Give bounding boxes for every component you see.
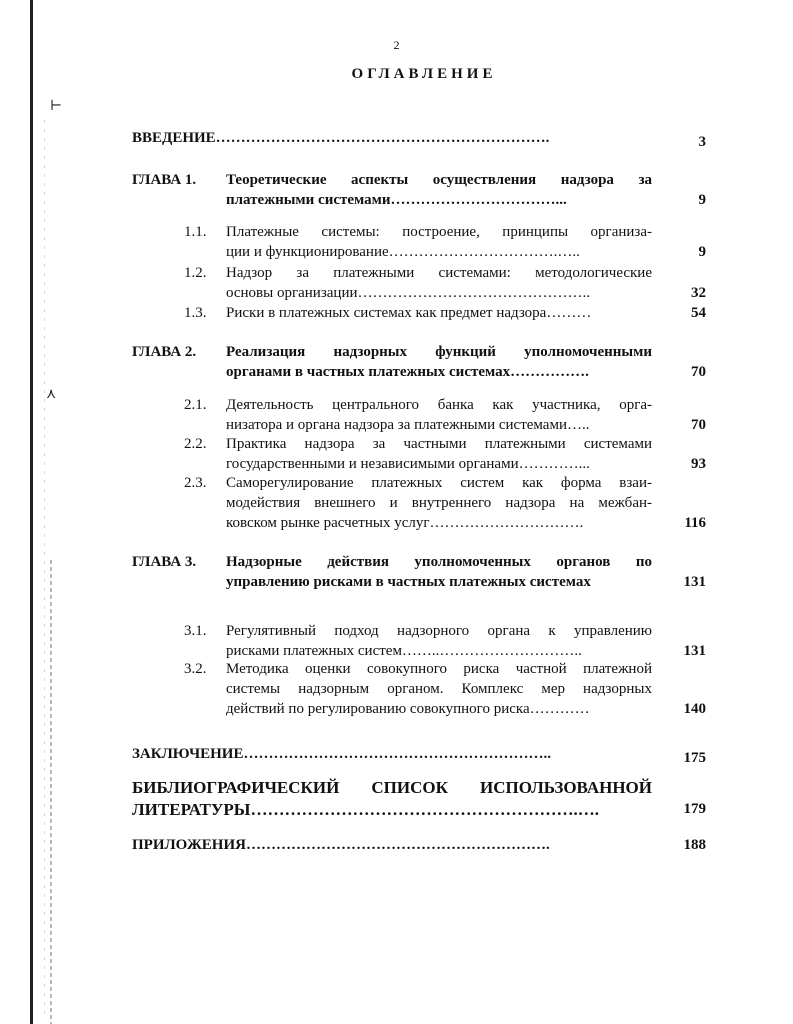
toc-section-2-1 [132, 395, 706, 435]
toc-page-number: 175 [683, 750, 706, 766]
toc-line: Саморегулирование платежных систем как форма взаи- [226, 475, 652, 491]
toc-line: Реализация надзорных функций уполномоченными [226, 344, 652, 360]
toc-entry-intro [132, 128, 706, 148]
toc-page-number: 32 [691, 285, 706, 301]
toc-chapter-title [226, 342, 652, 382]
toc-section-number: 1.3. [184, 305, 207, 321]
toc-line: Регулятивный подход надзорного органа к управлению [226, 623, 652, 639]
toc-section-title [226, 263, 652, 303]
toc-section-number: 2.3. [184, 475, 207, 491]
toc-page-number: 131 [683, 643, 706, 659]
page-title: ОГЛАВЛЕНИЕ [351, 66, 497, 82]
toc-line: БИБЛИОГРАФИЧЕСКИЙ СПИСОК ИСПОЛЬЗОВАННОЙ [132, 778, 652, 797]
toc-page-number: 116 [684, 515, 706, 531]
toc-page-number: 131 [683, 574, 706, 590]
toc-section-title [226, 434, 652, 474]
toc-page-number: 3 [698, 134, 706, 150]
toc-line: государственными и независимыми органами…………... [226, 456, 590, 472]
toc-entry-text [132, 777, 652, 821]
page-number: 2 [393, 38, 400, 52]
toc-line: Платежные системы: построение, принципы организа- [226, 224, 652, 240]
toc-chapter-label: ГЛАВА 3. [132, 554, 197, 570]
toc-entry-text: ЗАКЛЮЧЕНИЕ…………………………………………………….. [132, 746, 551, 762]
toc-page-number: 179 [683, 801, 706, 817]
toc-page-number: 54 [691, 305, 706, 321]
toc-line: действий по регулированию совокупного риска………… [226, 701, 590, 717]
toc-entry-conclusion [132, 744, 706, 764]
toc-section-number: 1.1. [184, 224, 207, 240]
toc-section-3-2 [132, 659, 706, 719]
toc-section-2-3 [132, 473, 706, 533]
toc-page-number: 9 [698, 244, 706, 260]
toc-section-1-3 [132, 303, 706, 323]
toc-line: системы надзорным органом. Комплекс мер надзорных [226, 681, 652, 697]
toc-chapter-1 [132, 170, 706, 210]
toc-line: платежными системами……………………………... [226, 192, 567, 208]
toc-chapter-label: ГЛАВА 1. [132, 172, 197, 188]
toc-section-title [226, 222, 652, 262]
toc-section-number: 3.1. [184, 623, 207, 639]
toc-page-number: 188 [683, 837, 706, 853]
toc-section-title [226, 395, 652, 435]
toc-line: модействия внешнего и внутреннего надзора на межбан- [226, 495, 652, 511]
toc-chapter-label: ГЛАВА 2. [132, 344, 197, 360]
toc-section-number: 2.1. [184, 397, 207, 413]
toc-chapter-3 [132, 552, 706, 592]
toc-section-number: 1.2. [184, 265, 207, 281]
toc-line: Практика надзора за частными платежными системами [226, 436, 652, 452]
toc-line: Теоретические аспекты осуществления надзора за [226, 172, 652, 188]
toc-section-3-1 [132, 621, 706, 661]
toc-entry-text: ПРИЛОЖЕНИЯ……………………………………………………. [132, 837, 550, 853]
toc-page-number: 70 [691, 364, 706, 380]
binding-hole-mark-icon: ⊢ [50, 99, 63, 114]
toc-section-title [226, 621, 652, 661]
toc-line: ции и функционирование…………………………….….. [226, 244, 580, 260]
toc-line: органами в частных платежных системах……………. [226, 364, 589, 380]
toc-page-number: 140 [683, 701, 706, 717]
toc-line: Методика оценки совокупного риска частной платежной [226, 661, 652, 677]
binding-hole-mark-icon: ⋏ [46, 387, 57, 402]
scan-left-edge [30, 0, 33, 1024]
toc-chapter-title [226, 170, 652, 210]
toc-line: рисками платежных систем……..……………………….. [226, 643, 582, 659]
toc-section-number: 2.2. [184, 436, 207, 452]
toc-line: Надзор за платежными системами: методологические [226, 265, 652, 281]
toc-chapter-title [226, 552, 652, 592]
toc-page-number: 70 [691, 417, 706, 433]
toc-line: основы организации……………………………………….. [226, 285, 590, 301]
toc-entry-bibliography [132, 777, 706, 823]
toc-line: ЛИТЕРАТУРЫ………………………………………………….…. [132, 800, 599, 819]
toc-line: низатора и органа надзора за платежными системами….. [226, 417, 590, 433]
scan-binding-marks [50, 560, 52, 1024]
toc-section-1-2 [132, 263, 706, 303]
toc-chapter-2 [132, 342, 706, 382]
toc-entry-appendix [132, 835, 706, 855]
toc-page-number: 93 [691, 456, 706, 472]
toc-section-number: 3.2. [184, 661, 207, 677]
toc-page-number: 9 [698, 192, 706, 208]
toc-section-title [226, 473, 652, 533]
toc-line: Надзорные действия уполномоченных органов по [226, 554, 652, 570]
toc-section-title [226, 659, 652, 719]
toc-line: Деятельность центрального банка как участника, орга- [226, 397, 652, 413]
scan-noise-line [44, 120, 45, 1020]
toc-entry-text: ВВЕДЕНИЕ…………………………………………………………. [132, 130, 550, 146]
toc-section-1-1 [132, 222, 706, 262]
toc-section-2-2 [132, 434, 706, 474]
toc-line: управлению рисками в частных платежных системах [226, 574, 591, 590]
toc-section-title: Риски в платежных системах как предмет надзора……… [226, 305, 592, 321]
toc-line: ковском рынке расчетных услуг…………………………. [226, 515, 584, 531]
